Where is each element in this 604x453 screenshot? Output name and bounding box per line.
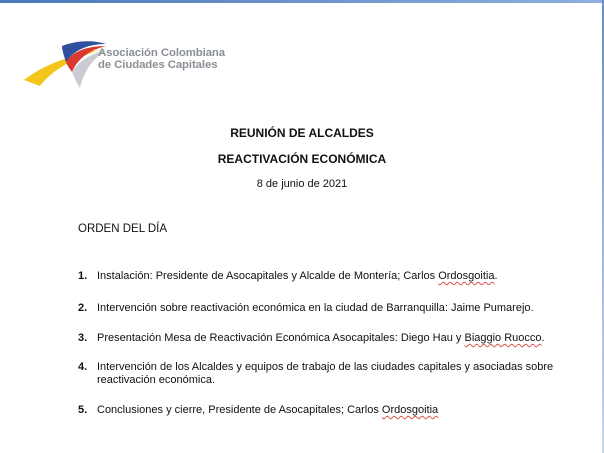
agenda-item-number: 3.	[78, 332, 88, 344]
logo-line-1: Asociación Colombiana	[98, 47, 226, 59]
agenda-item-text: Instalación: Presidente de Asocapitales y Alcalde de Montería; Carlos Ordosgoitia.	[97, 270, 498, 282]
spellcheck-word: Biaggio Ruocco	[464, 332, 542, 344]
page-top-border	[0, 0, 604, 3]
spellcheck-word: Ordosgoitia	[438, 270, 495, 282]
meeting-subtitle: REACTIVACIÓN ECONÓMICA	[217, 152, 387, 166]
agenda-item-text: Presentación Mesa de Reactivación Económica Asocapitales: Diego Hau y Biaggio Ruocco.	[97, 332, 545, 344]
agenda-item-number: 5.	[78, 404, 88, 416]
agenda-heading: ORDEN DEL DÍA	[78, 223, 168, 235]
agenda-item-number: 2.	[78, 302, 88, 314]
agenda-item-text: Intervención sobre reactivación económica en la ciudad de Barranquilla: Jaime Pumarejo.	[97, 302, 534, 314]
asocapitales-logo	[22, 36, 232, 96]
logo-line-2: de Ciudades Capitales	[98, 59, 218, 71]
agenda-item-text: Conclusiones y cierre, Presidente de Asocapitales; Carlos Ordosgoitia	[97, 404, 439, 416]
meeting-date: 8 de junio de 2021	[256, 178, 348, 190]
meeting-title: REUNIÓN DE ALCALDES	[230, 126, 374, 140]
agenda-item-text: Intervención de los Alcaldes y equipos de trabajo de las ciudades capitales y asociadas sobre reactivación económica.	[97, 361, 554, 386]
spellcheck-word: Ordosgoitia	[381, 404, 439, 416]
agenda-item-number: 4.	[78, 361, 88, 373]
agenda-item-number: 1.	[78, 270, 88, 282]
logo-text	[98, 47, 225, 71]
